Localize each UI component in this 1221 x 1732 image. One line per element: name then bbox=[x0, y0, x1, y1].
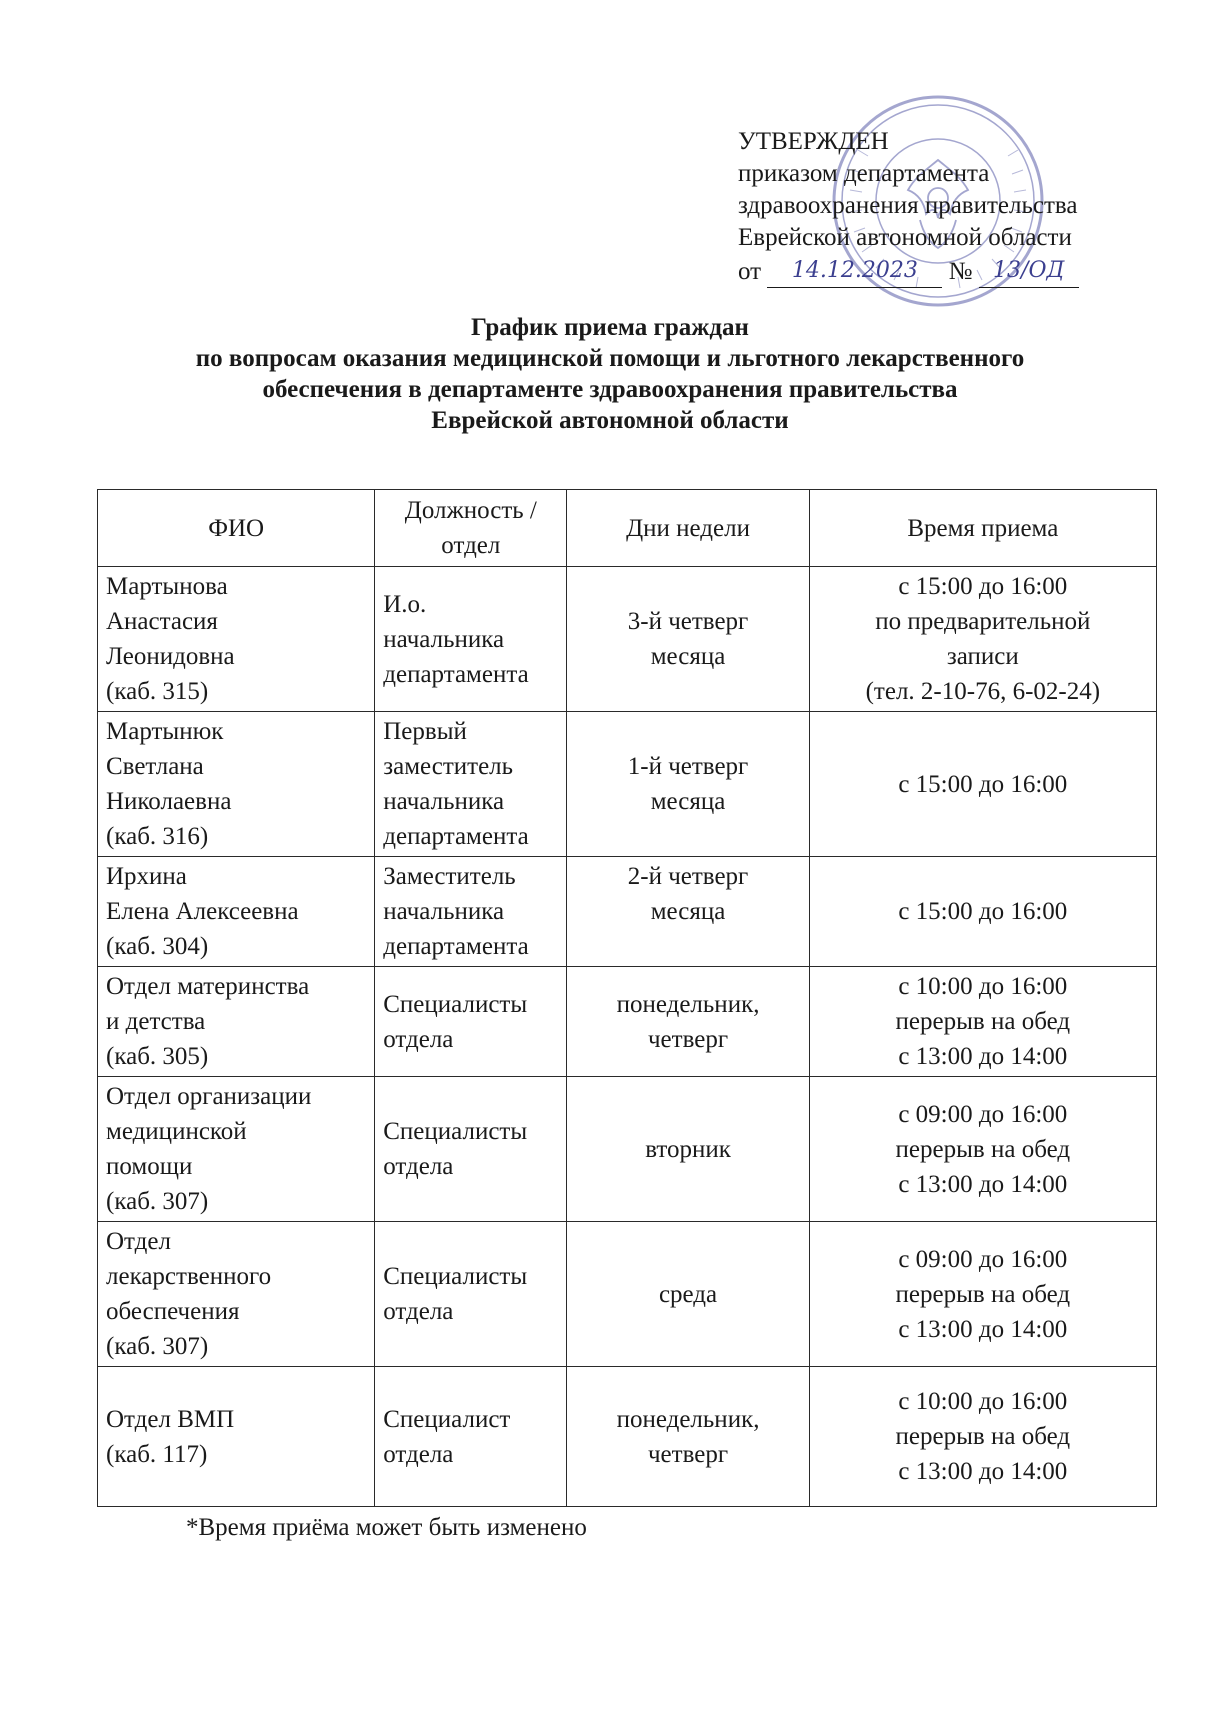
cell-name: Отдел организации медицинской помощи (каб. 307) bbox=[98, 1077, 375, 1222]
cell-days: среда bbox=[567, 1222, 809, 1367]
cell-position: И.о. начальника департамента bbox=[375, 567, 567, 712]
cell-position: Первый заместитель начальника департамента bbox=[375, 712, 567, 857]
title-line-1: График приема граждан bbox=[471, 314, 749, 341]
header-days: Дни недели bbox=[567, 490, 809, 567]
table-header-row bbox=[98, 490, 1157, 567]
title-line-4: Еврейской автономной области bbox=[431, 407, 789, 434]
approval-number-field bbox=[979, 254, 1079, 288]
cell-days: вторник bbox=[567, 1077, 809, 1222]
reception-schedule-table bbox=[97, 489, 1157, 1507]
cell-time: с 09:00 до 16:00 перерыв на обед с 13:00 до 14:00 bbox=[809, 1077, 1156, 1222]
cell-time: с 15:00 до 16:00 bbox=[809, 857, 1156, 967]
table-row bbox=[98, 967, 1157, 1077]
cell-time: с 15:00 до 16:00 bbox=[809, 712, 1156, 857]
cell-position: Специалисты отдела bbox=[375, 1222, 567, 1367]
approval-date-field bbox=[767, 254, 942, 288]
cell-position: Заместитель начальника департамента bbox=[375, 857, 567, 967]
cell-time: с 15:00 до 16:00 по предварительной записи (тел. 2-10-76, 6-02-24) bbox=[809, 567, 1156, 712]
cell-name: Мартынюк Светлана Николаевна (каб. 316) bbox=[98, 712, 375, 857]
approval-block bbox=[738, 126, 1138, 288]
cell-name: Отдел ВМП (каб. 117) bbox=[98, 1367, 375, 1507]
approval-from-label: от bbox=[738, 258, 762, 285]
approval-date-handwritten: 14.12.2023 bbox=[791, 258, 918, 283]
cell-name: Отдел материнства и детства (каб. 305) bbox=[98, 967, 375, 1077]
table-row bbox=[98, 1077, 1157, 1222]
cell-days: понедельник, четверг bbox=[567, 967, 809, 1077]
header-position: Должность / отдел bbox=[375, 490, 567, 567]
cell-time: с 10:00 до 16:00 перерыв на обед с 13:00 до 14:00 bbox=[809, 967, 1156, 1077]
cell-name: Отдел лекарственного обеспечения (каб. 307) bbox=[98, 1222, 375, 1367]
cell-time: с 10:00 до 16:00 перерыв на обед с 13:00 до 14:00 bbox=[809, 1367, 1156, 1507]
cell-name: Мартынова Анастасия Леонидовна (каб. 315) bbox=[98, 567, 375, 712]
header-name: ФИО bbox=[98, 490, 375, 567]
header-time: Время приема bbox=[809, 490, 1156, 567]
approval-title: УТВЕРЖДЕН bbox=[738, 128, 889, 155]
approval-number-label: № bbox=[948, 258, 973, 285]
title-line-3: обеспечения в департаменте здравоохранения правительства bbox=[262, 376, 958, 403]
table-row bbox=[98, 567, 1157, 712]
approval-number-handwritten: 13/ОД bbox=[993, 258, 1065, 283]
cell-days: понедельник, четверг bbox=[567, 1367, 809, 1507]
cell-name: Ирхина Елена Алексеевна (каб. 304) bbox=[98, 857, 375, 967]
document-title bbox=[60, 312, 1160, 436]
table-row bbox=[98, 712, 1157, 857]
table-row bbox=[98, 1222, 1157, 1367]
table-row bbox=[98, 857, 1157, 967]
cell-days: 3-й четверг месяца bbox=[567, 567, 809, 712]
cell-position: Специалист отдела bbox=[375, 1367, 567, 1507]
cell-days: 2-й четверг месяца bbox=[567, 857, 809, 967]
footnote: *Время приёма может быть изменено bbox=[186, 1514, 587, 1541]
cell-days: 1-й четверг месяца bbox=[567, 712, 809, 857]
cell-position: Специалисты отдела bbox=[375, 1077, 567, 1222]
table-row bbox=[98, 1367, 1157, 1507]
cell-position: Специалисты отдела bbox=[375, 967, 567, 1077]
approval-department-line: здравоохранения правительства bbox=[738, 192, 1078, 219]
cell-time: с 09:00 до 16:00 перерыв на обед с 13:00 до 14:00 bbox=[809, 1222, 1156, 1367]
title-line-2: по вопросам оказания медицинской помощи и льготного лекарственного bbox=[195, 345, 1025, 372]
approval-date-line bbox=[738, 254, 1138, 288]
approval-order-line: приказом департамента bbox=[738, 160, 990, 187]
approval-region-line: Еврейской автономной области bbox=[738, 224, 1072, 251]
